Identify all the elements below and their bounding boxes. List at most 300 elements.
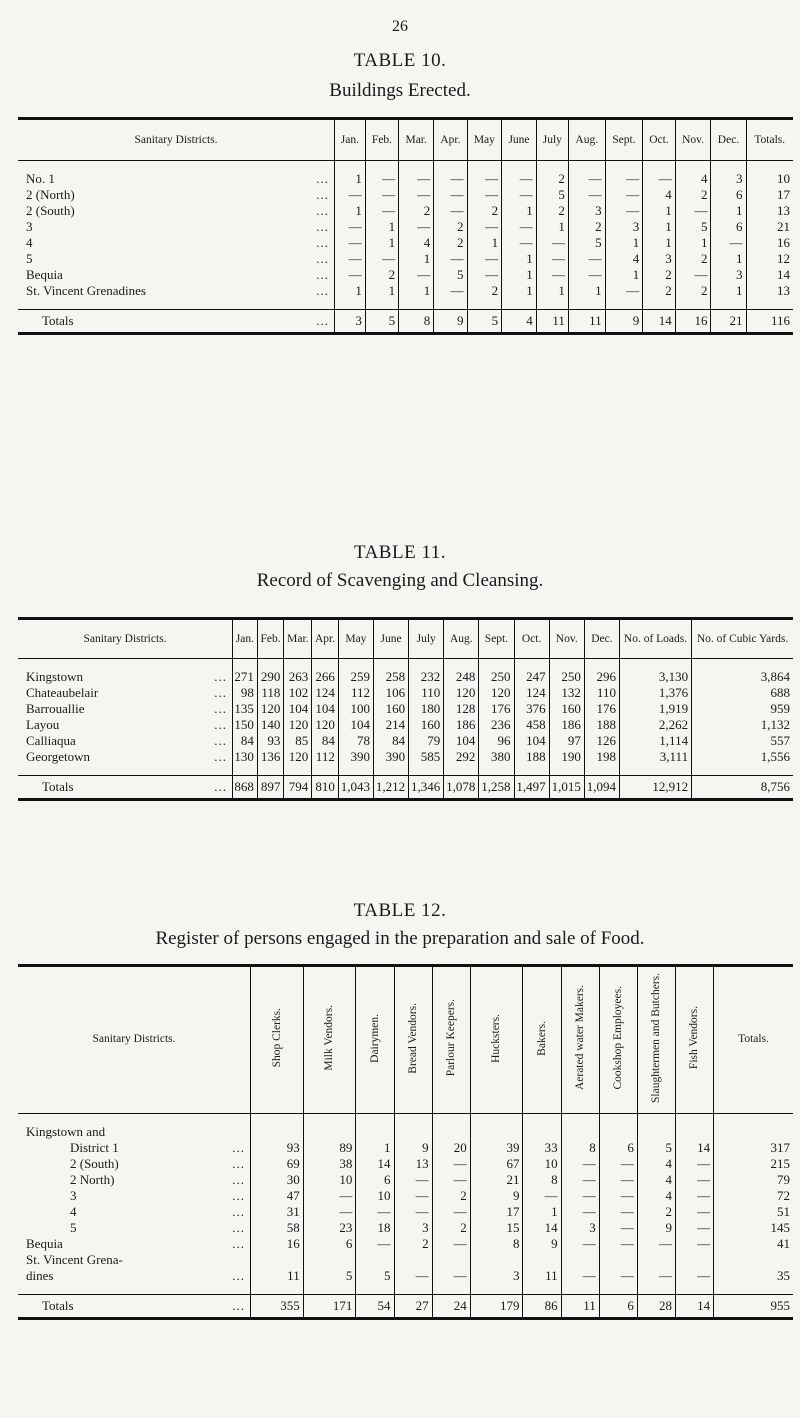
leader-dots: ...	[232, 1267, 245, 1283]
value-cell: 58	[251, 1220, 304, 1236]
value-cell: 98	[233, 685, 258, 701]
leader-dots: ...	[316, 171, 329, 186]
value-cell: 292	[444, 749, 479, 765]
value-cell: 67	[470, 1156, 523, 1172]
table-row	[18, 203, 793, 219]
value-cell	[303, 1124, 356, 1140]
table-row	[18, 267, 793, 283]
column-header-label: Fish Vendors.	[688, 1006, 701, 1070]
value-cell: 84	[233, 733, 258, 749]
value-cell: 120	[284, 749, 312, 765]
row-label-cell	[18, 1268, 251, 1284]
totals-row	[18, 1294, 793, 1318]
value-cell: —	[523, 1188, 561, 1204]
value-cell: —	[394, 1268, 432, 1284]
column-header: June	[502, 119, 537, 161]
spacer-cell	[637, 1113, 675, 1124]
value-cell: 17	[470, 1204, 523, 1220]
value-cell: 8	[523, 1172, 561, 1188]
value-cell	[561, 1124, 599, 1140]
value-cell: 112	[312, 749, 339, 765]
value-cell: 126	[584, 733, 619, 749]
value-cell: 188	[514, 749, 549, 765]
value-cell: —	[365, 187, 398, 203]
spacer-row	[18, 1113, 793, 1124]
value-cell: —	[432, 1236, 470, 1252]
value-cell: 1	[711, 283, 746, 299]
value-cell: 3	[643, 251, 676, 267]
value-cell	[251, 1252, 304, 1268]
value-cell: 1,015	[549, 776, 584, 800]
value-cell: 557	[692, 733, 793, 749]
value-cell: 6	[599, 1294, 637, 1318]
value-cell: —	[675, 1220, 713, 1236]
spacer-cell	[356, 1113, 394, 1124]
value-cell: 380	[479, 749, 514, 765]
value-cell: 6	[711, 219, 746, 235]
column-header: Oct.	[514, 619, 549, 659]
column-header	[251, 966, 304, 1114]
value-cell: 112	[338, 685, 373, 701]
row-label-cell	[18, 717, 233, 733]
spacer-cell	[257, 765, 284, 776]
value-cell: 14	[675, 1140, 713, 1156]
row-label: Totals	[42, 1297, 74, 1313]
value-cell: 9	[394, 1140, 432, 1156]
value-cell: —	[356, 1204, 394, 1220]
spacer-cell	[444, 765, 479, 776]
value-cell: 4	[637, 1156, 675, 1172]
value-cell: 11	[536, 310, 568, 334]
value-cell: 1	[399, 251, 434, 267]
value-cell: 84	[312, 733, 339, 749]
value-cell: 47	[251, 1188, 304, 1204]
value-cell: —	[599, 1172, 637, 1188]
spacer-cell	[619, 765, 691, 776]
value-cell: 1	[523, 1204, 561, 1220]
column-header-label: Aerated water Makers.	[573, 985, 586, 1091]
spacer-cell	[365, 161, 398, 172]
value-cell: 1	[711, 251, 746, 267]
row-label-cell	[18, 701, 233, 717]
spacer-cell	[536, 299, 568, 310]
value-cell: 810	[312, 776, 339, 800]
spacer-cell	[568, 161, 605, 172]
value-cell: 2	[432, 1188, 470, 1204]
value-cell: 1,556	[692, 749, 793, 765]
value-cell: —	[502, 171, 537, 187]
row-label-cell	[18, 283, 335, 299]
value-cell: 6	[356, 1172, 394, 1188]
value-cell: 10	[356, 1188, 394, 1204]
value-cell: —	[467, 267, 502, 283]
table10	[18, 117, 793, 335]
value-cell: 215	[714, 1156, 793, 1172]
leader-dots: ...	[232, 1139, 245, 1155]
spacer-cell	[312, 765, 339, 776]
value-cell: 1,212	[373, 776, 408, 800]
value-cell: 263	[284, 669, 312, 685]
value-cell: 35	[714, 1268, 793, 1284]
table-row	[18, 749, 793, 765]
row-label: No. 1	[26, 171, 55, 186]
row-label: 2 North)	[70, 1171, 115, 1187]
row-label-cell	[18, 310, 335, 334]
value-cell	[432, 1252, 470, 1268]
spacer-cell	[479, 765, 514, 776]
value-cell: 2	[394, 1236, 432, 1252]
table-row	[18, 1252, 793, 1268]
value-cell: 1	[356, 1140, 394, 1156]
value-cell	[432, 1124, 470, 1140]
value-cell: —	[675, 1172, 713, 1188]
value-cell: 33	[523, 1140, 561, 1156]
value-cell	[714, 1252, 793, 1268]
value-cell: 18	[356, 1220, 394, 1236]
value-cell: —	[502, 235, 537, 251]
spacer-cell	[434, 299, 467, 310]
spacer-row	[18, 1284, 793, 1295]
value-cell	[675, 1124, 713, 1140]
value-cell: 3	[568, 203, 605, 219]
row-label-cell	[18, 187, 335, 203]
row-label: Totals	[42, 313, 74, 328]
leader-dots: ...	[232, 1235, 245, 1251]
spacer-cell	[549, 659, 584, 670]
leader-dots: ...	[316, 313, 329, 328]
spacer-row	[18, 659, 793, 670]
value-cell: 3	[561, 1220, 599, 1236]
value-cell	[523, 1124, 561, 1140]
value-cell: —	[675, 1268, 713, 1284]
value-cell	[303, 1252, 356, 1268]
table-row	[18, 235, 793, 251]
spacer-cell	[675, 1113, 713, 1124]
value-cell: 72	[714, 1188, 793, 1204]
value-cell: 21	[746, 219, 793, 235]
value-cell: 106	[373, 685, 408, 701]
table-row	[18, 187, 793, 203]
spacer-cell	[675, 299, 711, 310]
value-cell: 458	[514, 717, 549, 733]
spacer-cell	[18, 659, 233, 670]
column-header	[523, 966, 561, 1114]
spacer-cell	[523, 1284, 561, 1295]
spacer-cell	[335, 299, 366, 310]
spacer-cell	[18, 765, 233, 776]
value-cell: 2	[467, 203, 502, 219]
value-cell: —	[303, 1188, 356, 1204]
value-cell: 247	[514, 669, 549, 685]
column-header-label: Bread Vendors.	[406, 1002, 419, 1074]
value-cell: 11	[561, 1294, 599, 1318]
spacer-cell	[467, 299, 502, 310]
table12	[18, 964, 793, 1320]
table12-subtitle: Register of persons engaged in the preparation and sale of Food.	[155, 928, 645, 949]
leader-dots: ...	[316, 219, 329, 234]
row-label-cell	[18, 171, 335, 187]
row-label-cell	[18, 1156, 251, 1172]
value-cell: 1,258	[479, 776, 514, 800]
row-label: Kingstown	[26, 669, 84, 684]
value-cell: 12	[746, 251, 793, 267]
value-cell: 1	[467, 235, 502, 251]
table10-title: TABLE 10.	[353, 50, 447, 71]
value-cell: —	[365, 171, 398, 187]
spacer-cell	[444, 659, 479, 670]
value-cell: 186	[549, 717, 584, 733]
value-cell: 93	[257, 733, 284, 749]
table-row	[18, 1220, 793, 1236]
row-label-cell	[18, 669, 233, 685]
row-label-cell	[18, 1140, 251, 1156]
column-header-label: Slaughtermen and Butchers.	[650, 973, 663, 1103]
value-cell: 8,756	[692, 776, 793, 800]
value-cell: 2	[467, 283, 502, 299]
table10-header-row	[18, 119, 793, 161]
value-cell: —	[599, 1204, 637, 1220]
value-cell: 688	[692, 685, 793, 701]
value-cell: —	[561, 1236, 599, 1252]
column-header	[599, 966, 637, 1114]
spacer-cell	[257, 659, 284, 670]
column-header: Jan.	[335, 119, 366, 161]
value-cell	[394, 1252, 432, 1268]
table11-header-row	[18, 619, 793, 659]
value-cell: 39	[470, 1140, 523, 1156]
leader-dots: ...	[232, 1155, 245, 1171]
value-cell: —	[434, 283, 467, 299]
value-cell: 1,919	[619, 701, 691, 717]
value-cell: 1	[502, 203, 537, 219]
column-header	[470, 966, 523, 1114]
value-cell: 89	[303, 1140, 356, 1156]
value-cell: —	[561, 1204, 599, 1220]
value-cell: 136	[257, 749, 284, 765]
value-cell: 120	[444, 685, 479, 701]
value-cell: 11	[251, 1268, 304, 1284]
value-cell: 868	[233, 776, 258, 800]
value-cell: —	[561, 1172, 599, 1188]
value-cell: 1	[335, 171, 366, 187]
value-cell: 10	[746, 171, 793, 187]
value-cell: 794	[284, 776, 312, 800]
value-cell	[470, 1252, 523, 1268]
value-cell: 5	[303, 1268, 356, 1284]
leader-dots: ...	[316, 203, 329, 218]
value-cell: —	[643, 171, 676, 187]
value-cell: 2,262	[619, 717, 691, 733]
column-header: Dec.	[584, 619, 619, 659]
row-label: Bequia	[26, 267, 63, 282]
value-cell: —	[605, 171, 643, 187]
leader-dots: ...	[316, 283, 329, 298]
value-cell: 271	[233, 669, 258, 685]
spacer-cell	[714, 1113, 793, 1124]
row-label-cell	[18, 203, 335, 219]
value-cell: —	[568, 187, 605, 203]
value-cell: 41	[714, 1236, 793, 1252]
value-cell: —	[467, 171, 502, 187]
table-row	[18, 1124, 793, 1140]
spacer-cell	[303, 1284, 356, 1295]
table12-header-row	[18, 966, 793, 1114]
spacer-cell	[399, 299, 434, 310]
value-cell: 3	[711, 267, 746, 283]
value-cell	[637, 1124, 675, 1140]
value-cell: 97	[549, 733, 584, 749]
spacer-cell	[605, 299, 643, 310]
value-cell: 5	[365, 310, 398, 334]
value-cell: 1	[536, 283, 568, 299]
value-cell: 9	[434, 310, 467, 334]
column-header	[303, 966, 356, 1114]
value-cell: 248	[444, 669, 479, 685]
value-cell: 23	[303, 1220, 356, 1236]
row-label: 5	[26, 251, 33, 266]
value-cell: —	[356, 1236, 394, 1252]
spacer-cell	[251, 1113, 304, 1124]
value-cell: 955	[714, 1294, 793, 1318]
column-header: Totals.	[746, 119, 793, 161]
value-cell: 120	[257, 701, 284, 717]
value-cell: 1	[335, 203, 366, 219]
row-label-cell	[18, 776, 233, 800]
value-cell: —	[561, 1188, 599, 1204]
value-cell: 198	[584, 749, 619, 765]
column-header-label: Milk Vendors.	[323, 1005, 336, 1071]
page-number: 26	[392, 18, 408, 35]
value-cell: —	[365, 251, 398, 267]
value-cell: 1,043	[338, 776, 373, 800]
spacer-cell	[233, 765, 258, 776]
value-cell: 104	[312, 701, 339, 717]
value-cell: 296	[584, 669, 619, 685]
value-cell: 1	[643, 219, 676, 235]
value-cell: —	[399, 171, 434, 187]
value-cell: 3,130	[619, 669, 691, 685]
spacer-cell	[470, 1284, 523, 1295]
value-cell	[251, 1124, 304, 1140]
spacer-cell	[637, 1284, 675, 1295]
spacer-cell	[523, 1113, 561, 1124]
spacer-cell	[619, 659, 691, 670]
value-cell: 86	[523, 1294, 561, 1318]
value-cell: 1	[568, 283, 605, 299]
value-cell: 4	[605, 251, 643, 267]
value-cell: 1,132	[692, 717, 793, 733]
spacer-cell	[584, 659, 619, 670]
value-cell: 78	[338, 733, 373, 749]
leader-dots: ...	[214, 749, 227, 764]
leader-dots: ...	[232, 1203, 245, 1219]
leader-dots: ...	[214, 669, 227, 684]
table-row	[18, 685, 793, 701]
value-cell: 118	[257, 685, 284, 701]
value-cell: 6	[599, 1140, 637, 1156]
spacer-cell	[338, 765, 373, 776]
column-header: Oct.	[643, 119, 676, 161]
table11-subtitle: Record of Scavenging and Cleansing.	[256, 570, 544, 591]
spacer-cell	[643, 299, 676, 310]
column-header-label: Cookshop Employees.	[611, 986, 624, 1090]
spacer-cell	[394, 1113, 432, 1124]
value-cell: 96	[479, 733, 514, 749]
value-cell: 120	[312, 717, 339, 733]
value-cell: —	[675, 1188, 713, 1204]
value-cell: 1	[502, 267, 537, 283]
value-cell: 54	[356, 1294, 394, 1318]
spacer-cell	[502, 161, 537, 172]
spacer-cell	[692, 765, 793, 776]
spacer-cell	[432, 1284, 470, 1295]
value-cell: —	[434, 187, 467, 203]
value-cell	[714, 1124, 793, 1140]
value-cell: 188	[584, 717, 619, 733]
value-cell: 266	[312, 669, 339, 685]
value-cell: 176	[479, 701, 514, 717]
value-cell: 6	[711, 187, 746, 203]
value-cell: —	[432, 1172, 470, 1188]
leader-dots: ...	[316, 267, 329, 282]
value-cell: —	[335, 235, 366, 251]
spacer-row	[18, 765, 793, 776]
value-cell: 4	[637, 1188, 675, 1204]
value-cell: 214	[373, 717, 408, 733]
column-header	[356, 966, 394, 1114]
value-cell: 258	[373, 669, 408, 685]
spacer-cell	[549, 765, 584, 776]
value-cell: 27	[394, 1294, 432, 1318]
row-label-cell	[18, 251, 335, 267]
value-cell: 2	[643, 267, 676, 283]
column-header: Aug.	[444, 619, 479, 659]
column-header: May	[467, 119, 502, 161]
column-header: Apr.	[312, 619, 339, 659]
table-row	[18, 733, 793, 749]
value-cell: 110	[409, 685, 444, 701]
value-cell: —	[637, 1236, 675, 1252]
value-cell: 232	[409, 669, 444, 685]
value-cell: —	[675, 1236, 713, 1252]
value-cell: 13	[746, 203, 793, 219]
row-label-cell	[18, 1236, 251, 1252]
row-label: 2 (South)	[26, 203, 75, 218]
row-label: 5	[70, 1219, 77, 1235]
value-cell: 180	[409, 701, 444, 717]
value-cell: 135	[233, 701, 258, 717]
value-cell: 8	[399, 310, 434, 334]
value-cell: 179	[470, 1294, 523, 1318]
spacer-cell	[365, 299, 398, 310]
value-cell: 160	[373, 701, 408, 717]
spacer-cell	[399, 161, 434, 172]
value-cell: —	[711, 235, 746, 251]
value-cell: 79	[409, 733, 444, 749]
value-cell: 9	[637, 1220, 675, 1236]
value-cell: 2	[637, 1204, 675, 1220]
value-cell: —	[399, 187, 434, 203]
row-label: Layou	[26, 717, 60, 732]
value-cell: 376	[514, 701, 549, 717]
column-header	[394, 966, 432, 1114]
spacer-cell	[338, 659, 373, 670]
value-cell: —	[675, 267, 711, 283]
value-cell: —	[335, 267, 366, 283]
value-cell: 14	[675, 1294, 713, 1318]
spacer-cell	[18, 1284, 251, 1295]
value-cell: 236	[479, 717, 514, 733]
